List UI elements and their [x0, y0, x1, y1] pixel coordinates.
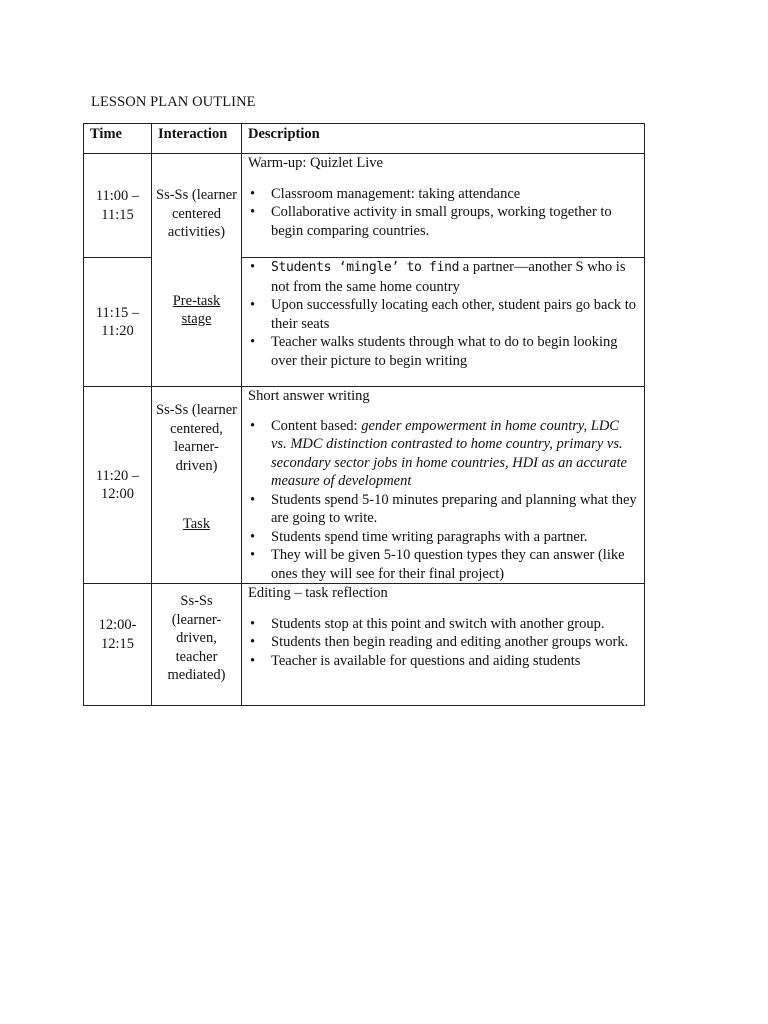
time-cell: 11:00 – 11:15	[84, 154, 152, 258]
list-item: • Students spend time writing paragraphs with a partner.	[248, 528, 638, 547]
interaction-text: Ss-Ss (learner-driven, teacher mediated)	[167, 593, 226, 683]
list-item: • Upon successfully locating each other, student pairs go back to their seats	[248, 296, 638, 333]
description-heading: Warm-up: Quizlet Live	[248, 155, 383, 171]
lesson-plan-table	[83, 123, 645, 706]
description-cell	[242, 387, 645, 584]
header-interaction: Interaction	[152, 124, 242, 154]
time-cell: 11:15 – 11:20	[84, 258, 152, 387]
table-row	[84, 584, 645, 706]
table-row	[84, 154, 645, 258]
description-cell	[242, 258, 645, 387]
stage-label: Pre-task stage	[172, 292, 221, 327]
time-cell: 12:00- 12:15	[84, 584, 152, 706]
time-cell: 11:20 – 12:00	[84, 387, 152, 584]
description-cell	[242, 584, 645, 706]
list-item: • Students spend 5-10 minutes preparing and planning what they are going to write.	[248, 491, 638, 528]
description-cell	[242, 154, 645, 258]
list-item: • Content based: gender empowerment in home country, LDC vs. MDC distinction contrasted to home country, primary vs. secondary sector jobs in home countries, HDI as an accurate measure of development	[248, 417, 638, 491]
list-item: • Students ‘mingle’ to find a partner—another S who is not from the same home country	[248, 258, 638, 296]
list-item: • Students then begin reading and editing another groups work.	[248, 633, 638, 652]
list-item: • Classroom management: taking attendance	[248, 185, 638, 204]
interaction-cell	[152, 154, 242, 387]
list-item: • Students stop at this point and switch with another group.	[248, 615, 638, 634]
header-description: Description	[242, 124, 645, 154]
interaction-cell	[152, 584, 242, 706]
description-heading: Short answer writing	[248, 388, 370, 404]
interaction-cell	[152, 387, 242, 584]
stage-label: Task	[182, 516, 211, 532]
list-item: • Teacher walks students through what to do to begin looking over their picture to begin writing	[248, 333, 638, 370]
interaction-text: Ss-Ss (learner centered activities)	[156, 187, 237, 240]
description-heading: Editing – task reflection	[248, 585, 388, 601]
list-item: • Collaborative activity in small groups, working together to begin comparing countries.	[248, 203, 638, 240]
list-item: • They will be given 5-10 question types they can answer (like ones they will see for their final project)	[248, 546, 638, 583]
table-header-row	[84, 124, 645, 154]
list-item: • Teacher is available for questions and aiding students	[248, 652, 638, 671]
interaction-text: Ss-Ss (learner centered, learner-driven)	[156, 402, 237, 474]
table-row	[84, 387, 645, 584]
header-time: Time	[84, 124, 152, 154]
document-title: LESSON PLAN OUTLINE	[91, 94, 256, 110]
